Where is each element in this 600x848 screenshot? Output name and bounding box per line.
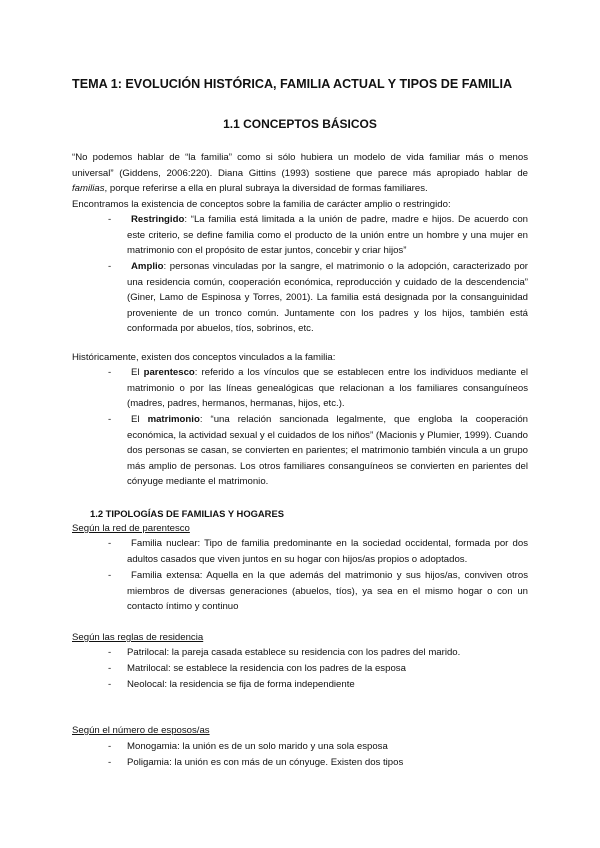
document-page: TEMA 1: EVOLUCIÓN HISTÓRICA, FAMILIA ACTUAL Y TIPOS DE FAMILIA 1.1 CONCEPTOS BÁSICOS “No podemos hablar de “la familia” como si sólo hubiera un modelo de vida familiar más o menos universal” (Giddens, 2006:220). Diana Gittins (1993) sostiene que parece más apropiado hablar de familias, porque referirse a ella en plural subraya la diversidad de formas familiares. Encontramos la existencia de conceptos sobre la familia de carácter amplio o restringido: - Restringido: “La familia está limitada a la unión de padre, madre e hijos. De acuerdo con este criterio, se define familia como el producto de la unión entre un hombre y una mujer en matrimonio con el propósito de estar juntos, concebir y criar hijos” - Amplio: personas vinculadas por la sangre, el matrimonio o la adopción, caracterizado por una residencia común, cooperación económica, reproducción y cuidado de la descendencia” (Giner, Lamo de Espinosa y Torres, 2001). La familia está designada por la consanguinidad proveniente de un tronco común. Juntamente con los padres y los hijos, también está conformada por abuelos, tíos, sobrinos, etc. Históricamente, existen dos conceptos vinculados a la familia: - El parentesco: referido a los vínculos que se establecen entre los individuos mediante el matrimonio o por las líneas genealógicas que relacionan a los familiares consanguíneos (madres, padres, hermanos, hermanas, hijos, etc.). - El matrimonio: “una relación sancionada legalmente, que engloba la cooperación económica, la actividad sexual y el cuidados de los niños” (Macionis y Plumier, 1999). Cuando dos personas se casan, se convierten en parientes; el matrimonio también vincula a un grupo más amplio de personas. Los otros familiares consanguíneos se convierten en parientes del cónyuge mediante el matrimonio. 1.2 TIPOLOGÍAS DE FAMILIAS Y HOGARES Según la red de parentesco - Familia nuclear: Tipo de familia predominante en la sociedad occidental, formada por dos adultos casados que viven juntos en su hogar con hijos/as propios o adoptados. - Familia extensa: Aquella en la que además del matrimonio y sus hijos/as, conviven otros miembros de diversas generaciones (abuelos, tíos), ya sea en el mismo hogar o con un contacto íntimo y continuo Según las reglas de residencia - Patrilocal: la pareja casada establece su residencia con los padres del marido. - Matrilocal: se establece la residencia con los padres de la esposa - Neolocal: la residencia se fija de forma independiente Según el número de esposos/as - Monogamia: la unión es de un solo marido y una sola esposa - Poligamia: la unión es con más de un cónyuge. Existen dos tipos (0, 0, 600, 848)
document-title: TEMA 1: EVOLUCIÓN HISTÓRICA, FAMILIA ACTUAL Y TIPOS DE FAMILIA (72, 77, 513, 91)
term-parentesco: parentesco (143, 367, 195, 378)
dash-bullet: - (108, 741, 112, 752)
term-amplio: Amplio (131, 261, 164, 272)
heading-residence: Según las reglas de residencia (72, 632, 204, 643)
dash-bullet: - (108, 367, 112, 378)
dash-bullet: - (108, 663, 112, 674)
dash-bullet: - (108, 214, 112, 225)
dash-bullet: - (108, 679, 112, 690)
emphasis-familias: familias (72, 183, 105, 195)
historic-intro-text: Históricamente, existen dos conceptos vinculados a la familia: (72, 352, 336, 363)
term-restringido: Restringido (131, 214, 185, 225)
dash-bullet: - (108, 414, 112, 425)
section-heading-1-1: 1.1 CONCEPTOS BÁSICOS (223, 117, 377, 131)
dash-bullet: - (108, 570, 112, 581)
section-heading-1-2: 1.2 TIPOLOGÍAS DE FAMILIAS Y HOGARES (90, 508, 284, 519)
term-matrimonio: matrimonio (147, 414, 200, 425)
dash-bullet: - (108, 757, 112, 768)
heading-spouses: Según el número de esposos/as (72, 725, 210, 736)
intro-existence-text: Encontramos la existencia de conceptos sobre la familia de carácter amplio o restringido: (72, 199, 451, 210)
heading-kinship: Según la red de parentesco (72, 523, 190, 534)
intro-quote-paragraph: “No podemos hablar de “la familia” como si sólo hubiera un modelo de vida familiar más o menos universal” (Giddens, 2006:220). Diana Gittins (1993) sostiene que parece más apropiado hablar de familias, porque referirse a ella en plural subraya la diversidad de formas familiares. (72, 152, 528, 195)
dash-bullet: - (108, 647, 112, 658)
dash-bullet: - (108, 261, 112, 272)
dash-bullet: - (108, 538, 112, 549)
